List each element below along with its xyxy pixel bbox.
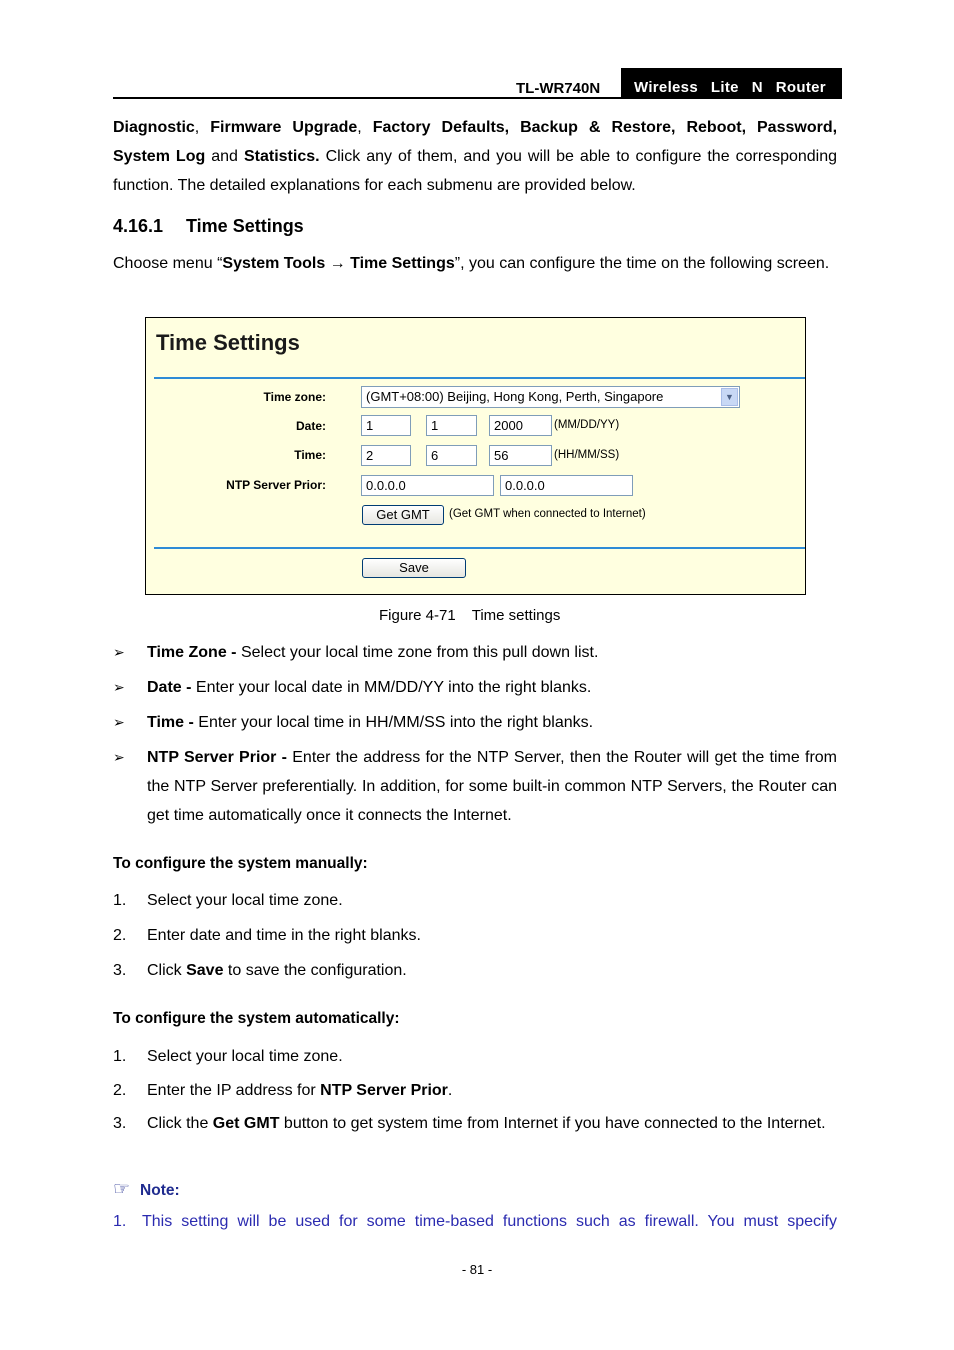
get-gmt-hint: (Get GMT when connected to Internet) bbox=[449, 508, 646, 520]
step-text bbox=[147, 1042, 837, 1071]
bullet-term: Time Zone - bbox=[147, 644, 237, 661]
choose-text: Choose menu “ bbox=[113, 255, 223, 272]
menu-time-settings: Time Settings bbox=[350, 255, 455, 272]
intro-term-list: Factory Defaults, Backup & Restore, Reboot, Password, System Log bbox=[113, 119, 838, 165]
bullet-desc: Enter your local date in MM/DD/YY into the right blanks. bbox=[191, 679, 592, 696]
bullet-text bbox=[147, 708, 837, 737]
pointing-hand-icon: ☞ bbox=[113, 1179, 131, 1200]
choose-paragraph bbox=[113, 249, 837, 278]
auto-step bbox=[113, 1042, 837, 1071]
panel-divider-top bbox=[154, 377, 805, 379]
step-text bbox=[147, 956, 837, 985]
date-day-input[interactable]: 1 bbox=[426, 415, 477, 436]
get-gmt-button[interactable]: Get GMT bbox=[362, 505, 444, 525]
chevron-down-icon[interactable]: ▼ bbox=[721, 388, 738, 406]
intro-sep: and bbox=[205, 148, 244, 165]
ntp-server-1-input[interactable]: 0.0.0.0 bbox=[361, 475, 494, 496]
note-text: This setting will be used for some time-based functions such as firewall. You must specify bbox=[142, 1213, 837, 1230]
step-text bbox=[147, 886, 837, 915]
step-number: 2. bbox=[113, 927, 127, 944]
bullet-text bbox=[147, 638, 837, 667]
page-number: - 81 - bbox=[461, 1262, 493, 1277]
step-part: Enter the IP address for bbox=[147, 1082, 321, 1099]
header-rule bbox=[113, 97, 842, 99]
step-number: 2. bbox=[113, 1082, 127, 1099]
intro-term-diagnostic: Diagnostic bbox=[113, 119, 195, 136]
bullet-arrow-icon: ➢ bbox=[113, 644, 125, 660]
time-hour-input[interactable]: 2 bbox=[361, 445, 411, 466]
manual-heading: To configure the system manually: bbox=[113, 855, 368, 872]
figure-number: Figure 4-71 bbox=[379, 607, 456, 624]
step-part: Select your local time zone. bbox=[147, 892, 343, 909]
step-number: 3. bbox=[113, 1115, 127, 1132]
date-label: Date: bbox=[295, 419, 326, 433]
timezone-value: (GMT+08:00) Beijing, Hong Kong, Perth, Singapore bbox=[366, 389, 664, 404]
bullet-item bbox=[113, 673, 837, 702]
bullet-text bbox=[147, 673, 837, 702]
step-part: to save the configuration. bbox=[223, 962, 407, 979]
step-text bbox=[147, 1076, 837, 1105]
timezone-label: Time zone: bbox=[263, 390, 326, 404]
menu-system-tools: System Tools bbox=[222, 255, 326, 272]
time-label: Time: bbox=[294, 448, 326, 462]
bullet-term: Time - bbox=[147, 714, 194, 731]
date-year-input[interactable]: 2000 bbox=[489, 415, 552, 436]
menu-arrow-icon: → bbox=[325, 255, 351, 272]
bullet-item bbox=[113, 708, 837, 737]
auto-step bbox=[113, 1109, 837, 1138]
section-number: 4.16.1 bbox=[113, 216, 164, 236]
auto-step bbox=[113, 1076, 837, 1105]
intro-sep: , bbox=[357, 119, 373, 136]
note-label-text: Note: bbox=[140, 1182, 180, 1199]
bullet-term: NTP Server Prior - bbox=[147, 749, 287, 766]
choose-text: ”, you can configure the time on the following screen. bbox=[454, 255, 830, 272]
intro-sep: , bbox=[194, 119, 211, 136]
step-number: 3. bbox=[113, 962, 127, 979]
date-month-input[interactable]: 1 bbox=[361, 415, 411, 436]
step-number: 1. bbox=[113, 1048, 127, 1065]
step-part: Click the bbox=[147, 1115, 213, 1132]
step-bold: NTP Server Prior bbox=[320, 1082, 448, 1099]
figure-caption-text: Time settings bbox=[471, 607, 561, 624]
note-item bbox=[113, 1213, 837, 1231]
step-part: . bbox=[447, 1082, 453, 1099]
step-number: 1. bbox=[113, 892, 127, 909]
intro-text: Click any of them, and you will be able to configure the corresponding function. The detailed explanations for each submenu are provided below. bbox=[113, 148, 838, 194]
header-model: TL-WR740N bbox=[516, 80, 601, 97]
section-title: Time Settings bbox=[186, 216, 304, 236]
manual-step bbox=[113, 886, 837, 915]
bullet-desc: Enter the address for the NTP Server, then the Router will get the time from the NTP Server preferentially. In addition, for some built-in common NTP Servers, the Router can get time automatically once it connects the Internet. bbox=[147, 749, 837, 824]
ntp-label: NTP Server Prior: bbox=[226, 478, 326, 492]
manual-step bbox=[113, 956, 837, 985]
figure-caption bbox=[379, 607, 560, 624]
intro-paragraph bbox=[113, 113, 837, 200]
bullet-desc: Select your local time zone from this pull down list. bbox=[236, 644, 599, 661]
step-bold: Save bbox=[186, 962, 224, 979]
panel-title: Time Settings bbox=[156, 330, 300, 355]
time-settings-panel bbox=[145, 317, 806, 595]
bullet-text bbox=[147, 743, 837, 830]
step-bold: Get GMT bbox=[212, 1115, 280, 1132]
intro-term-statistics: Statistics. bbox=[243, 148, 320, 165]
time-minute-input[interactable]: 6 bbox=[426, 445, 477, 466]
step-part: button to get system time from Internet if you have connected to the Internet. bbox=[279, 1115, 826, 1132]
ntp-server-2-input[interactable]: 0.0.0.0 bbox=[500, 475, 633, 496]
bullet-item bbox=[113, 743, 837, 830]
date-format-hint: (MM/DD/YY) bbox=[554, 419, 620, 431]
save-button[interactable]: Save bbox=[362, 558, 466, 578]
panel-divider-bottom bbox=[154, 547, 805, 549]
bullet-arrow-icon: ➢ bbox=[113, 714, 125, 730]
step-part: Click bbox=[147, 962, 187, 979]
step-part: Enter date and time in the right blanks. bbox=[147, 927, 421, 944]
bullet-term: Date - bbox=[147, 679, 192, 696]
section-heading bbox=[113, 216, 304, 237]
step-text bbox=[147, 921, 837, 950]
step-part: Select your local time zone. bbox=[147, 1048, 343, 1065]
intro-term-firmware: Firmware Upgrade bbox=[210, 119, 358, 136]
time-second-input[interactable]: 56 bbox=[489, 445, 552, 466]
note-label bbox=[113, 1178, 180, 1201]
header-product: Wireless Lite N Router bbox=[621, 68, 842, 99]
note-number: 1. bbox=[113, 1213, 127, 1230]
bullet-arrow-icon: ➢ bbox=[113, 749, 125, 765]
time-format-hint: (HH/MM/SS) bbox=[554, 449, 620, 461]
auto-heading: To configure the system automatically: bbox=[113, 1010, 400, 1027]
manual-step bbox=[113, 921, 837, 950]
bullet-item bbox=[113, 638, 837, 667]
step-text bbox=[147, 1109, 837, 1138]
bullet-arrow-icon: ➢ bbox=[113, 679, 125, 695]
timezone-select[interactable] bbox=[361, 386, 740, 408]
bullet-desc: Enter your local time in HH/MM/SS into the right blanks. bbox=[193, 714, 594, 731]
